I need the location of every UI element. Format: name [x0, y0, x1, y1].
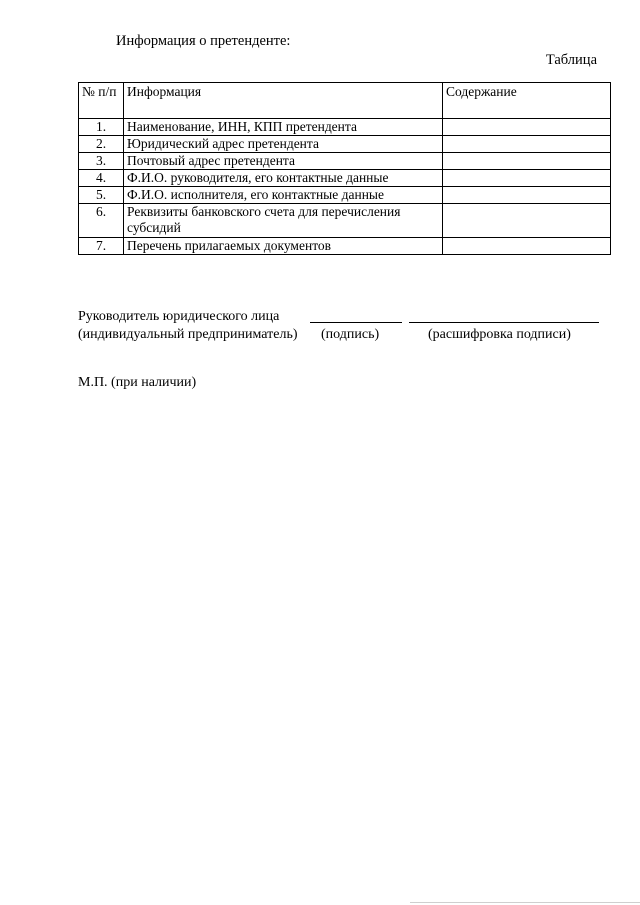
table-row	[79, 153, 611, 170]
head-label: Руководитель юридического лица	[78, 309, 280, 324]
applicant-info-table	[78, 82, 611, 255]
header-info: Информация	[124, 83, 443, 119]
table-header-row	[79, 83, 611, 119]
decoding-caption: (расшифровка подписи)	[428, 327, 571, 342]
header-content: Содержание	[443, 83, 611, 119]
signature-decoding-blank[interactable]	[409, 322, 599, 323]
table-row	[79, 204, 611, 238]
signature-line-2	[78, 327, 618, 345]
row-info: Почтовый адрес претендента	[124, 153, 443, 170]
row-content[interactable]	[443, 153, 611, 170]
row-info: Перечень прилагаемых документов	[124, 238, 443, 255]
row-num: 2.	[79, 136, 124, 153]
row-info: Реквизиты банковского счета для перечисления субсидий	[124, 204, 443, 238]
signature-line-1	[78, 309, 618, 327]
table-row	[79, 119, 611, 136]
table-caption: Таблица	[545, 52, 597, 68]
row-info: Юридический адрес претендента	[124, 136, 443, 153]
row-info: Наименование, ИНН, КПП претендента	[124, 119, 443, 136]
table-row	[79, 238, 611, 255]
signature-caption: (подпись)	[321, 327, 380, 342]
header-num: № п/п	[79, 83, 124, 119]
row-content[interactable]	[443, 119, 611, 136]
table-row	[79, 136, 611, 153]
row-num: 7.	[79, 238, 124, 255]
row-num: 5.	[79, 187, 124, 204]
table-row	[79, 170, 611, 187]
document-heading: Информация о претенденте:	[116, 33, 291, 49]
row-content[interactable]	[443, 187, 611, 204]
row-content[interactable]	[443, 238, 611, 255]
signature-block	[78, 309, 618, 345]
row-num: 6.	[79, 204, 124, 238]
entrepreneur-label: (индивидуальный предприниматель)	[78, 327, 298, 342]
row-info: Ф.И.О. руководителя, его контактные данные	[124, 170, 443, 187]
table-row	[79, 187, 611, 204]
row-content[interactable]	[443, 136, 611, 153]
row-num: 1.	[79, 119, 124, 136]
footer-divider	[410, 902, 640, 903]
row-num: 3.	[79, 153, 124, 170]
row-num: 4.	[79, 170, 124, 187]
row-content[interactable]	[443, 204, 611, 238]
row-content[interactable]	[443, 170, 611, 187]
stamp-place-label: М.П. (при наличии)	[78, 375, 197, 390]
signature-blank[interactable]	[310, 322, 402, 323]
row-info: Ф.И.О. исполнителя, его контактные данные	[124, 187, 443, 204]
